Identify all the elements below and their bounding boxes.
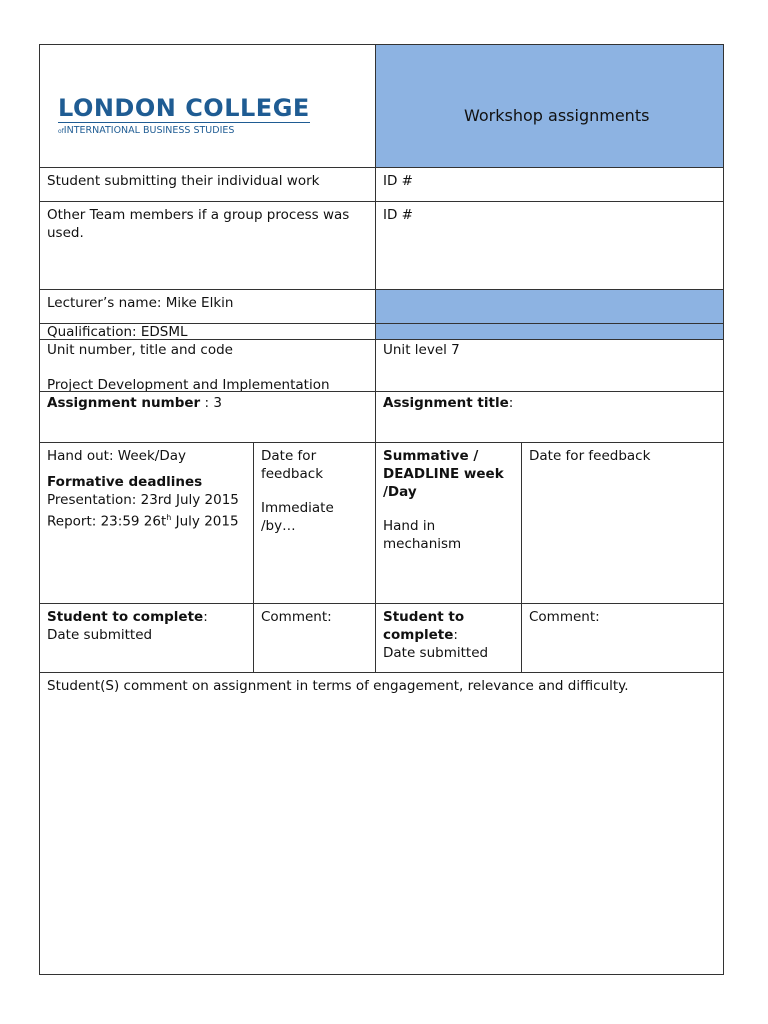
- student-complete-cell[interactable]: Student to complete: Date submitted: [39, 603, 254, 673]
- comment-right-cell[interactable]: [521, 603, 724, 673]
- student-id-label: ID #: [383, 173, 413, 189]
- student-comment-label: Student(S) comment on assignment in terms of engagement, relevance and difficulty.: [47, 678, 629, 694]
- immediate: Immediate /by…: [261, 500, 334, 534]
- page-title: Workshop assignments: [464, 106, 650, 125]
- assignment-number-value: : 3: [200, 395, 222, 411]
- date-for-feedback: Date for feedback: [261, 448, 324, 482]
- summative-deadline: Summative / DEADLINE week /Day: [383, 448, 504, 500]
- date-submitted-right: Date submitted: [383, 645, 489, 661]
- team-id-label: ID #: [383, 207, 413, 223]
- comment-label: Comment:: [261, 609, 332, 625]
- student-label: Student submitting their individual work: [47, 173, 320, 189]
- lecturer-fill-cell: [375, 289, 724, 324]
- student-to-complete: Student to complete: [47, 609, 204, 625]
- team-label: Other Team members if a group process was used.: [47, 207, 350, 241]
- unit-title: Project Development and Implementation: [47, 377, 330, 393]
- assignment-form: [39, 44, 724, 975]
- student-comment-box[interactable]: [39, 672, 724, 975]
- assignment-title-label: Assignment title: [383, 395, 509, 411]
- title-cell: [375, 44, 724, 168]
- student-complete-right-cell[interactable]: Student to complete: Date submitted: [375, 603, 522, 673]
- feedback-date-cell: [253, 442, 376, 604]
- hand-out-cell: [39, 442, 254, 604]
- student-label-cell: [39, 167, 376, 202]
- hand-out: Hand out: Week/Day: [47, 448, 186, 464]
- assignment-number-cell: [39, 391, 376, 443]
- date-for-feedback-right: Date for feedback: [529, 448, 651, 464]
- comment-cell[interactable]: [253, 603, 376, 673]
- formative-heading: Formative deadlines: [47, 474, 203, 490]
- assignment-title-cell[interactable]: Assignment title:: [375, 391, 724, 443]
- logo-cell: [39, 44, 376, 168]
- qualification-fill-cell: [375, 323, 724, 340]
- presentation-deadline: Presentation: 23rd July 2015: [47, 492, 239, 508]
- lecturer-cell: [39, 289, 376, 324]
- qualification-cell: [39, 323, 376, 340]
- team-label-cell: [39, 201, 376, 290]
- team-id-cell[interactable]: [375, 201, 724, 290]
- hand-in-mechanism: Hand in mechanism: [383, 518, 462, 552]
- unit-level: Unit level 7: [383, 342, 460, 358]
- comment-label-right: Comment:: [529, 609, 600, 625]
- unit-cell: [39, 339, 376, 392]
- assignment-number-label: Assignment number: [47, 395, 201, 411]
- summative-cell: [375, 442, 522, 604]
- report-deadline: Report: 23:59 $26t^h$ July 2015: [47, 513, 239, 530]
- unit-level-cell: [375, 339, 724, 392]
- student-to-complete-right: Student to complete: [383, 609, 465, 643]
- student-id-cell[interactable]: [375, 167, 724, 202]
- lecturer-name: Lecturer’s name: Mike Elkin: [47, 295, 234, 311]
- qualification: Qualification: EDSML: [47, 324, 188, 340]
- unit-label: Unit number, title and code: [47, 342, 233, 358]
- college-logo: LONDON COLLEGE ofINTERNATIONAL BUSINESS STUDIES: [58, 94, 310, 136]
- feedback-date-right-cell: [521, 442, 724, 604]
- date-submitted: Date submitted: [47, 627, 153, 643]
